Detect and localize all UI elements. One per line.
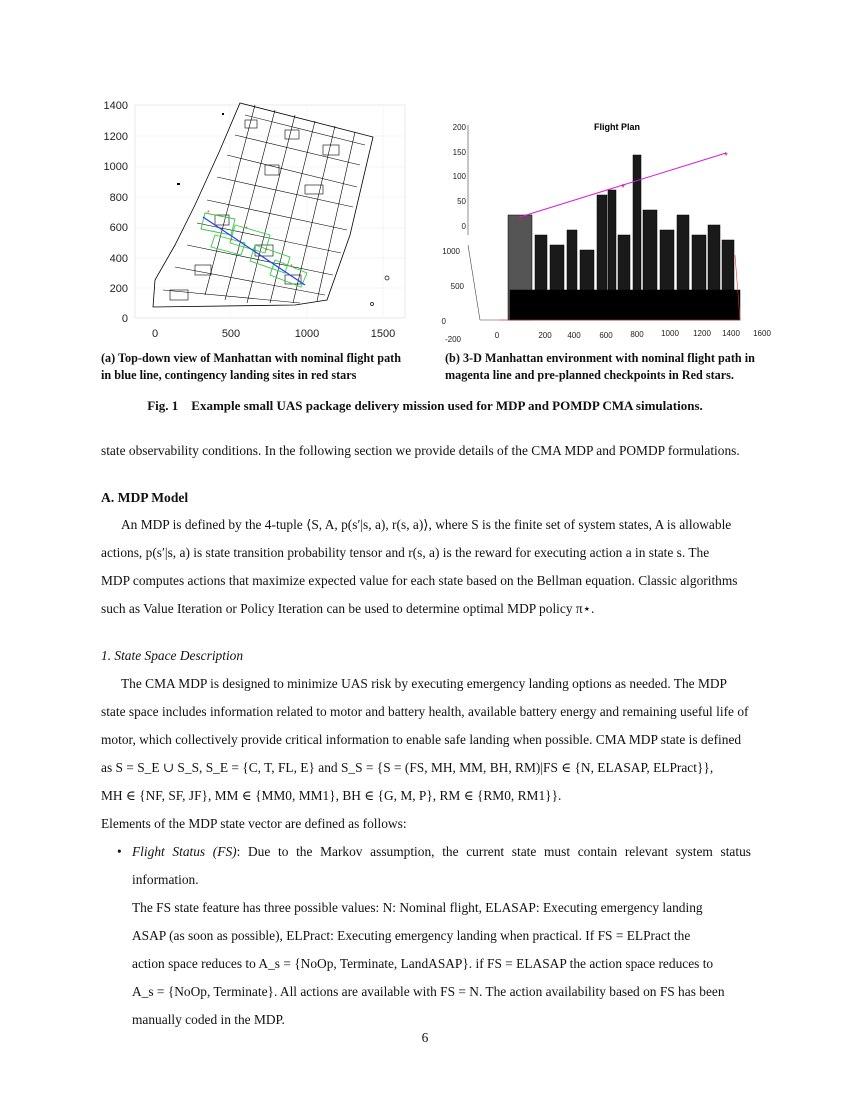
bullet-text: : Due to the Markov assumption, the current state must contain relevant system status information. — [132, 844, 751, 887]
bullet: • — [117, 844, 122, 859]
paragraph-line: MDP computes actions that maximize expected value for each state based on the Bellman equation. Classic algorithms — [101, 573, 738, 588]
y-tick: 0 — [121, 313, 128, 325]
figure-label: Fig. 1 — [147, 398, 179, 413]
svg-text:*: * — [207, 210, 210, 217]
paragraph-line: A_s = {NoOp, Terminate}. All actions are available with FS = N. The action availability based on FS has been — [132, 984, 725, 999]
z-tick: 100 — [452, 172, 466, 181]
3d-buildings — [508, 155, 740, 320]
y-tick: 1000 — [103, 161, 128, 173]
paragraph-line: An MDP is defined by the 4-tuple ⟨S, A, p(s′|s, a), r(s, a)⟩, where S is the finite set of system states, A is allowable — [121, 517, 732, 532]
z-tick: 200 — [452, 123, 466, 132]
section-heading: A. MDP Model — [101, 490, 189, 505]
svg-text:*: * — [724, 151, 728, 162]
y-tick: 1200 — [103, 131, 128, 143]
y-tick: 800 — [109, 192, 128, 204]
paragraph-line: as S = S_E ∪ S_S, S_E = {C, T, FL, E} and S_S = {S = (FS, MH, MM, BH, RM)|FS ∈ {N, ELASAP, ELPract}}, — [101, 760, 714, 775]
z-tick: 150 — [452, 148, 466, 157]
paragraph-line: action space reduces to A_s = {NoOp, Terminate, LandASAP}. if FS = ELASAP the action space reduces to — [132, 956, 714, 971]
x-tick: 1200 — [693, 329, 711, 338]
paragraph-line: MH ∈ {NF, SF, JF}, MM ∈ {MM0, MM1}, BH ∈ {G, M, P}, RM ∈ {RM0, RM1}}. — [101, 788, 562, 803]
y-tick: 0 — [441, 317, 446, 326]
y-tick: 400 — [109, 253, 128, 265]
svg-text:*: * — [290, 264, 293, 271]
z-tick: 0 — [461, 222, 466, 231]
x-tick: 800 — [630, 330, 644, 339]
y-tick: 1400 — [103, 100, 128, 112]
y-tick: 1000 — [442, 247, 460, 256]
list-item — [117, 838, 751, 1034]
figure-caption — [0, 398, 850, 414]
paragraph-line: The CMA MDP is designed to minimize UAS risk by executing emergency landing options as needed. The MDP — [121, 676, 727, 691]
bullet-term: Flight Status (FS) — [132, 844, 237, 859]
svg-text:*: * — [230, 238, 233, 245]
x-tick: -200 — [444, 335, 462, 344]
x-tick: 0 — [494, 331, 500, 340]
page-number: 6 — [421, 1030, 429, 1045]
y-tick: 200 — [109, 283, 128, 295]
z-tick: 50 — [457, 197, 466, 206]
paragraph-line: The FS state feature has three possible values: N: Nominal flight, ELASAP: Executing emergency landing — [132, 900, 703, 915]
state-element-list — [117, 838, 751, 1034]
x-tick: 1000 — [294, 328, 320, 340]
plot-title: Flight Plan — [594, 122, 640, 132]
mdp-paragraph — [101, 511, 751, 623]
x-tick: 400 — [567, 331, 581, 340]
x-tick: 500 — [221, 328, 241, 340]
svg-text:*: * — [265, 248, 268, 255]
svg-text:*: * — [621, 183, 625, 194]
figure-a — [95, 95, 415, 345]
svg-text:*: * — [518, 215, 522, 226]
x-tick: 1500 — [370, 328, 396, 340]
caption-a: (a) Top-down view of Manhattan with nominal flight path in blue line, contingency landing sites in red stars — [101, 351, 401, 382]
x-tick: 1400 — [722, 329, 740, 338]
state-space-paragraph — [101, 670, 751, 838]
figure-caption-text: Example small UAS package delivery mission used for MDP and POMDP CMA simulations. — [191, 398, 703, 413]
caption-b: (b) 3-D Manhattan environment with nominal flight path in magenta line and pre-planned checkpoints in Red stars. — [445, 351, 755, 382]
svg-text:*: * — [245, 226, 248, 233]
paragraph-line: such as Value Iteration or Policy Iteration can be used to determine optimal MDP policy π⋆. — [101, 601, 595, 616]
city-buildings — [153, 103, 373, 307]
x-tick: 200 — [538, 331, 552, 340]
x-tick: 1600 — [753, 329, 771, 338]
x-tick: 1000 — [661, 329, 679, 338]
subsection-heading: 1. State Space Description — [101, 648, 244, 663]
paragraph-line: motor, which collectively provide critical information to enable safe landing when possible. CMA MDP state is defined — [101, 732, 742, 747]
y-tick: 600 — [109, 222, 128, 234]
manhattan-top-view-plot — [95, 95, 415, 345]
x-tick: 0 — [151, 328, 159, 340]
intro-line: state observability conditions. In the following section we provide details of the CMA MDP and POMDP formulations. — [101, 443, 740, 458]
manhattan-3d-plot — [440, 115, 780, 345]
paragraph-line: state space includes information related to motor and battery health, available battery energy and remaining useful life of — [101, 704, 749, 719]
y-tick: 500 — [450, 282, 464, 291]
paragraph-line: ASAP (as soon as possible), ELPract: Executing emergency landing when practical. If FS = ELPract the — [132, 928, 691, 943]
x-tick: 600 — [599, 331, 613, 340]
figure-b — [440, 115, 780, 345]
paragraph-line: actions, p(s′|s, a) is state transition probability tensor and r(s, a) is the reward for executing action a in state s. The — [101, 545, 710, 560]
paragraph-line: Elements of the MDP state vector are defined as follows: — [101, 816, 407, 831]
paragraph-line: manually coded in the MDP. — [132, 1012, 285, 1027]
